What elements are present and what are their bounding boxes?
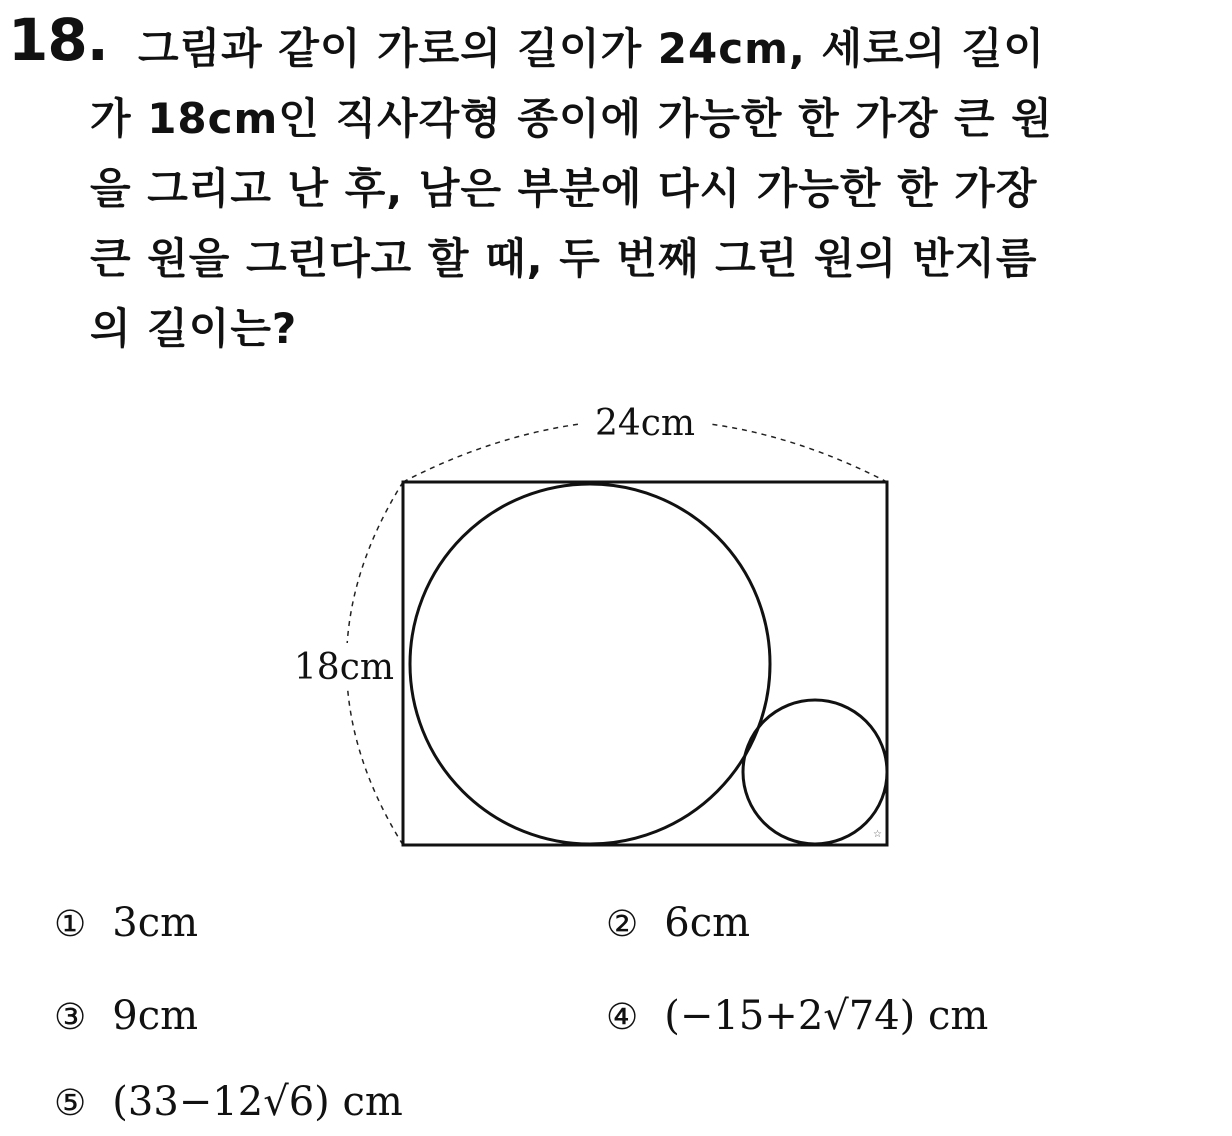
choice-2[interactable]	[606, 895, 750, 953]
small-circle	[743, 700, 887, 844]
question-line-4: 큰 원을 그린다고 할 때, 두 번째 그린 원의 반지름	[90, 234, 1038, 283]
choice-5-mark: ⑤	[54, 1083, 87, 1124]
corner-mark: ☆	[873, 829, 882, 840]
geometry-figure	[270, 385, 910, 865]
choice-1[interactable]	[54, 895, 198, 953]
question-line-5: 의 길이는?	[90, 304, 298, 353]
choice-5[interactable]	[54, 1074, 403, 1132]
choice-5-text: (33−12√6) cm	[112, 1079, 403, 1125]
choice-3-text: 9cm	[112, 993, 199, 1039]
width-label: 24cm	[594, 403, 696, 444]
question-line-1: 그림과 같이 가로의 길이가 24cm, 세로의 길이	[138, 24, 1045, 73]
choice-3[interactable]	[54, 988, 198, 1046]
choice-4-mark: ④	[606, 997, 639, 1038]
choice-1-text: 3cm	[112, 900, 199, 946]
question-line-2: 가 18cm인 직사각형 종이에 가능한 한 가장 큰 원	[90, 94, 1053, 143]
height-label: 18cm	[293, 647, 394, 688]
large-circle	[410, 484, 770, 844]
choice-4[interactable]	[606, 988, 988, 1046]
question-line-3: 을 그리고 난 후, 남은 부분에 다시 가능한 한 가장	[90, 164, 1038, 213]
choice-3-mark: ③	[54, 997, 87, 1038]
choice-2-mark: ②	[606, 904, 639, 945]
question-stem	[90, 14, 1170, 364]
choice-4-text: (−15+2√74) cm	[664, 993, 989, 1039]
question-number: 18.	[8, 6, 108, 74]
choice-1-mark: ①	[54, 904, 87, 945]
choice-2-text: 6cm	[664, 900, 751, 946]
rectangle-paper	[403, 482, 887, 845]
